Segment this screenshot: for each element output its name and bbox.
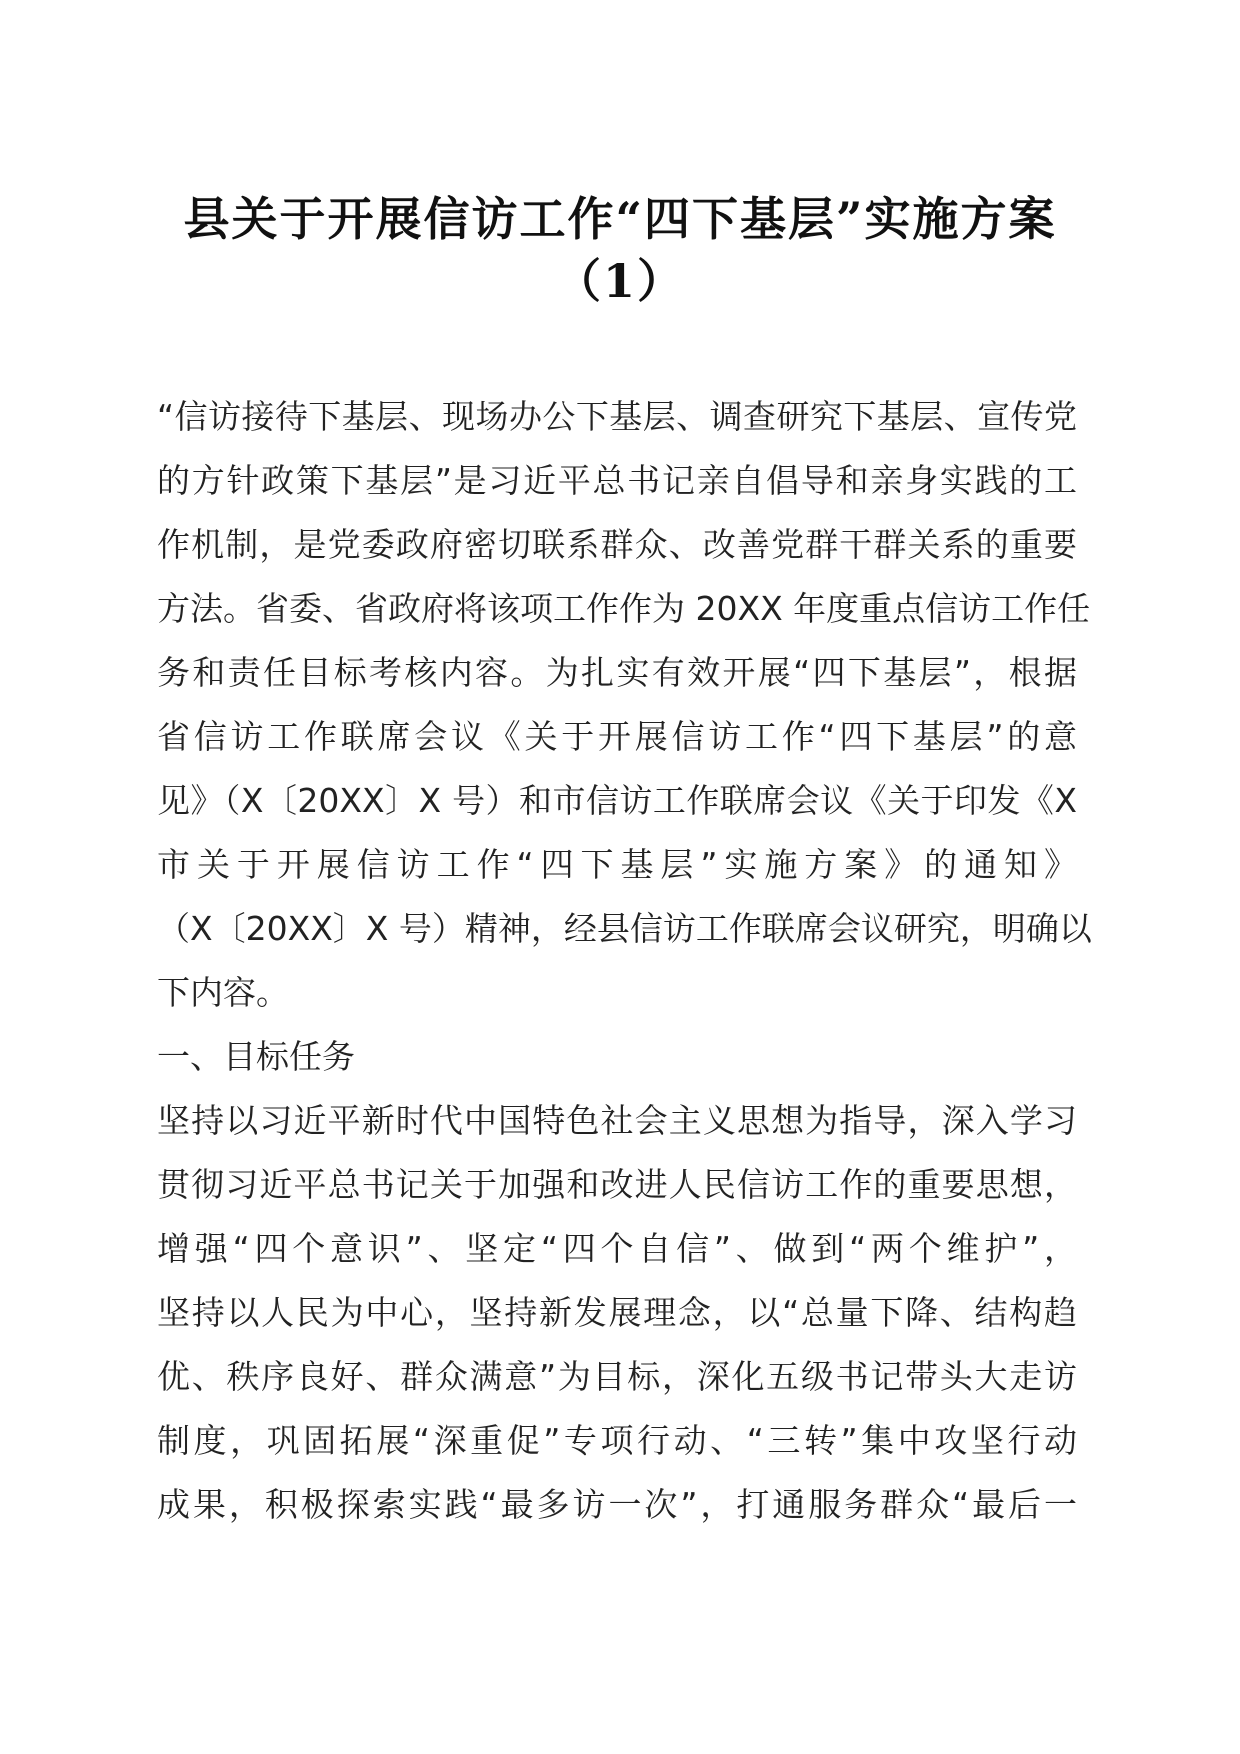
paragraph-1-line: 方法。省委、省政府将该项工作作为 20XX 年度重点信访工作任 (157, 589, 1091, 628)
paragraph-2-line: 贯彻习近平总书记关于加强和改进人民信访工作的重要思想， (157, 1165, 1077, 1204)
paragraph-2-line: 优、秩序良好、群众满意”为目标，深化五级书记带头大走访 (157, 1357, 1077, 1396)
paragraph-1-line: 作机制，是党委政府密切联系群众、改善党群干群关系的重要 (157, 525, 1077, 564)
title-line-1: 县关于开展信访工作“四下基层”实施方案 (183, 192, 1057, 246)
paragraph-1-line: 市关于开展信访工作“四下基层”实施方案》的通知》 (157, 845, 1077, 884)
document-title (150, 188, 1090, 312)
paragraph-1-line: 见》（X〔20XX〕X 号）和市信访工作联席会议《关于印发《X (157, 781, 1077, 820)
title-line-2: （1） (554, 254, 685, 308)
paragraph-2-line: 成果，积极探索实践“最多访一次”，打通服务群众“最后一 (157, 1485, 1077, 1524)
paragraph-2-line: 坚持以人民为中心，坚持新发展理念，以“总量下降、结构趋 (157, 1293, 1077, 1332)
paragraph-1-line: 的方针政策下基层”是习近平总书记亲自倡导和亲身实践的工 (157, 461, 1077, 500)
paragraph-2-line: 制度，巩固拓展“深重促”专项行动、“三转”集中攻坚行动 (157, 1421, 1077, 1460)
paragraph-2-line: 增强“四个意识”、坚定“四个自信”、做到“两个维护”， (157, 1229, 1077, 1268)
section-heading: 一、目标任务 (157, 1037, 355, 1076)
paragraph-1-line: 省信访工作联席会议《关于开展信访工作“四下基层”的意 (157, 717, 1077, 756)
document-body (157, 385, 1092, 1537)
paragraph-1-line: （X〔20XX〕X 号）精神，经县信访工作联席会议研究，明确以 (157, 909, 1092, 948)
paragraph-2-line: 坚持以习近平新时代中国特色社会主义思想为指导，深入学习 (157, 1101, 1077, 1140)
paragraph-1-line: 务和责任目标考核内容。为扎实有效开展“四下基层”，根据 (157, 653, 1077, 692)
paragraph-1-line: 下内容。 (157, 973, 289, 1012)
paragraph-1-line: “信访接待下基层、现场办公下基层、调查研究下基层、宣传党 (157, 397, 1077, 436)
